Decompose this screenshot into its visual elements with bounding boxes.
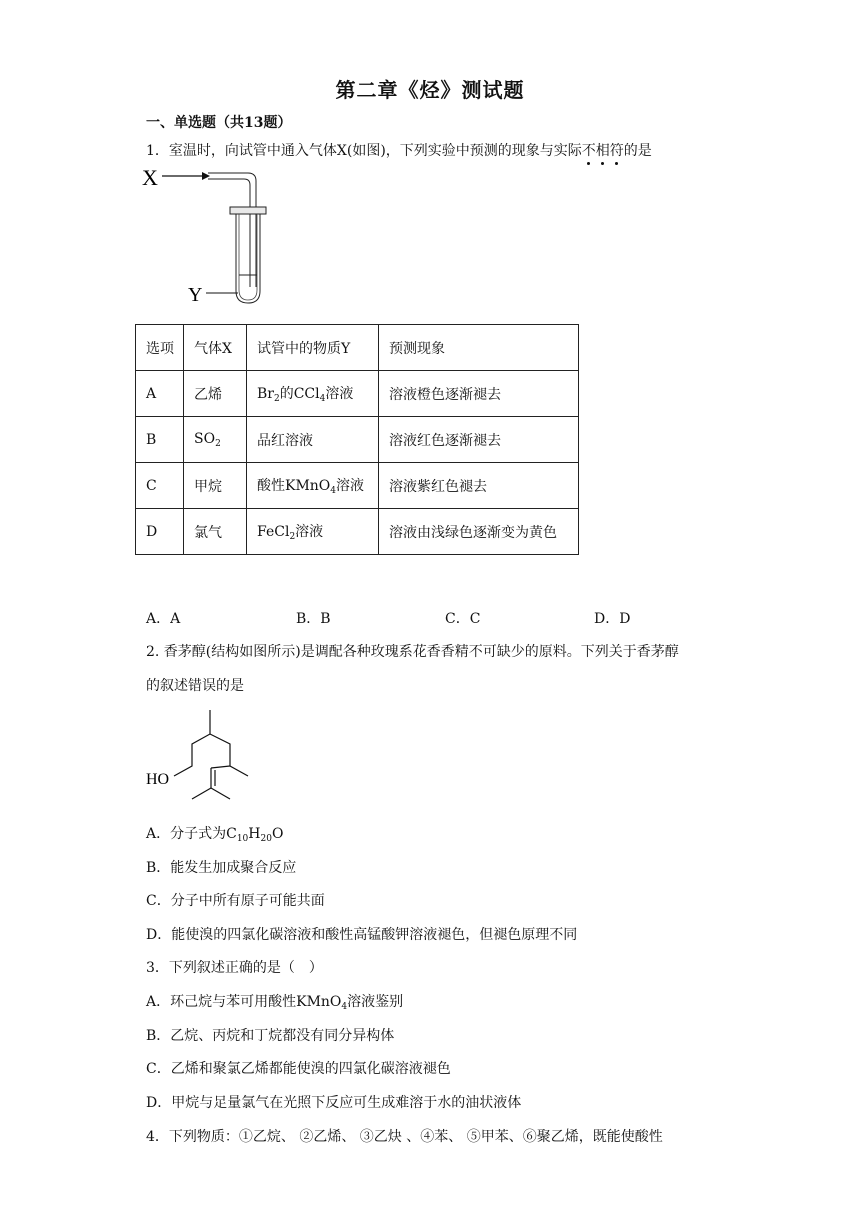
q3-option-c[interactable]: C．乙烯和聚氯乙烯都能使溴的四氯化碳溶液褪色	[146, 1061, 451, 1077]
table-cell: 乙烯	[184, 371, 247, 417]
table-row	[136, 417, 579, 463]
q2-stem-line1: 2. 香茅醇(结构如图所示)是调配各种玫瑰系花香香精不可缺少的原料。下列关于香茅醇	[146, 644, 679, 660]
table-cell	[247, 463, 379, 509]
q1-options-table	[135, 324, 579, 555]
table-cell: 溶液由浅绿色逐渐变为黄色	[379, 509, 579, 555]
section-heading: 一、单选题（共13题）	[146, 115, 292, 131]
formula-part: 的CCl	[279, 386, 320, 402]
table-cell: 溶液橙色逐渐褪去	[379, 371, 579, 417]
hydroxyl-label: HO	[146, 771, 170, 788]
q2-option-d[interactable]: D．能使溴的四氯化碳溶液和酸性高锰酸钾溶液褪色，但褪色原理不同	[146, 927, 578, 943]
q3-stem: 3．下列叙述正确的是（ ）	[146, 960, 323, 976]
q2-stem-line2: 的叙述错误的是	[146, 678, 244, 694]
table-cell: 氯气	[184, 509, 247, 555]
stopper	[230, 207, 266, 214]
subscript: 2	[215, 438, 221, 449]
page-title: 第二章《烃》测试题	[335, 78, 525, 102]
table-row	[136, 371, 579, 417]
q1-answer-c[interactable]: C．C	[445, 611, 481, 627]
q1-answer-b[interactable]: B．B	[296, 611, 331, 627]
formula-part: 溶液	[295, 524, 324, 540]
option-text: O	[271, 826, 284, 842]
emphasis-char: 符	[609, 143, 624, 159]
option-text: A．环己烷与苯可用酸性KMnO	[146, 994, 342, 1010]
table-header-cell: 预测现象	[379, 325, 579, 371]
table-header-cell: 气体X	[184, 325, 247, 371]
table-row	[136, 509, 579, 555]
table-cell: A	[136, 371, 184, 417]
table-header-cell: 选项	[136, 325, 184, 371]
subscript: 4	[341, 1002, 348, 1012]
table-cell: 品红溶液	[247, 417, 379, 463]
q1-stem-end: 的是	[623, 143, 652, 159]
q4-stem: 4．下列物质：①乙烷、 ②乙烯、 ③乙炔 、④苯、 ⑤甲苯、⑥聚乙烯，既能使酸性	[146, 1129, 663, 1145]
table-cell	[184, 417, 247, 463]
table-cell: B	[136, 417, 184, 463]
subscript: 20	[260, 834, 272, 844]
table-cell: 溶液红色逐渐褪去	[379, 417, 579, 463]
q3-option-a[interactable]	[146, 991, 403, 1012]
formula-part: FeCl	[257, 524, 290, 540]
option-text: A．分子式为C	[146, 826, 237, 842]
subscript: 10	[236, 834, 249, 844]
subscript: 4	[319, 394, 326, 404]
figure-label-x: X	[142, 165, 158, 190]
table-header-row	[136, 325, 579, 371]
test-tube-figure	[140, 163, 280, 308]
formula-part: SO	[194, 430, 216, 447]
q3-option-d[interactable]: D．甲烷与足量氯气在光照下反应可生成难溶于水的油状液体	[146, 1095, 522, 1111]
table-cell	[247, 509, 379, 555]
option-text: 溶液鉴别	[347, 994, 404, 1010]
q1-answer-a[interactable]: A．A	[146, 611, 181, 627]
formula-part: 酸性KMnO	[257, 478, 331, 494]
table-cell: C	[136, 463, 184, 509]
subscript: 2	[289, 532, 296, 542]
emphasis-char: 相	[595, 143, 610, 159]
citronellol-structure	[140, 700, 250, 810]
delivery-pipe	[208, 173, 256, 287]
formula-part: Br	[257, 386, 274, 402]
table-header-cell: 试管中的物质Y	[247, 325, 379, 371]
table-cell: D	[136, 509, 184, 555]
q1-answer-d[interactable]: D．D	[594, 611, 631, 627]
emphasis-char: 不	[581, 143, 596, 159]
figure-label-y: Y	[188, 284, 203, 306]
table-cell: 溶液紫红色褪去	[379, 463, 579, 509]
formula-part: 溶液	[325, 386, 354, 402]
q2-option-b[interactable]: B．能发生加成聚合反应	[146, 860, 297, 876]
subscript: 4	[330, 486, 337, 496]
formula-part: 溶液	[336, 478, 365, 494]
table-row	[136, 463, 579, 509]
q3-option-b[interactable]: B．乙烷、丙烷和丁烷都没有同分异构体	[146, 1028, 395, 1044]
table-cell	[247, 371, 379, 417]
q2-option-a[interactable]	[146, 823, 283, 844]
table-cell: 甲烷	[184, 463, 247, 509]
q1-stem-text: 1．室温时，向试管中通入气体X(如图)，下列实验中预测的现象与实际	[146, 143, 582, 159]
q2-option-c[interactable]: C．分子中所有原子可能共面	[146, 893, 325, 909]
q1-stem	[146, 140, 652, 160]
option-text: H	[248, 826, 261, 842]
subscript: 2	[273, 394, 280, 404]
